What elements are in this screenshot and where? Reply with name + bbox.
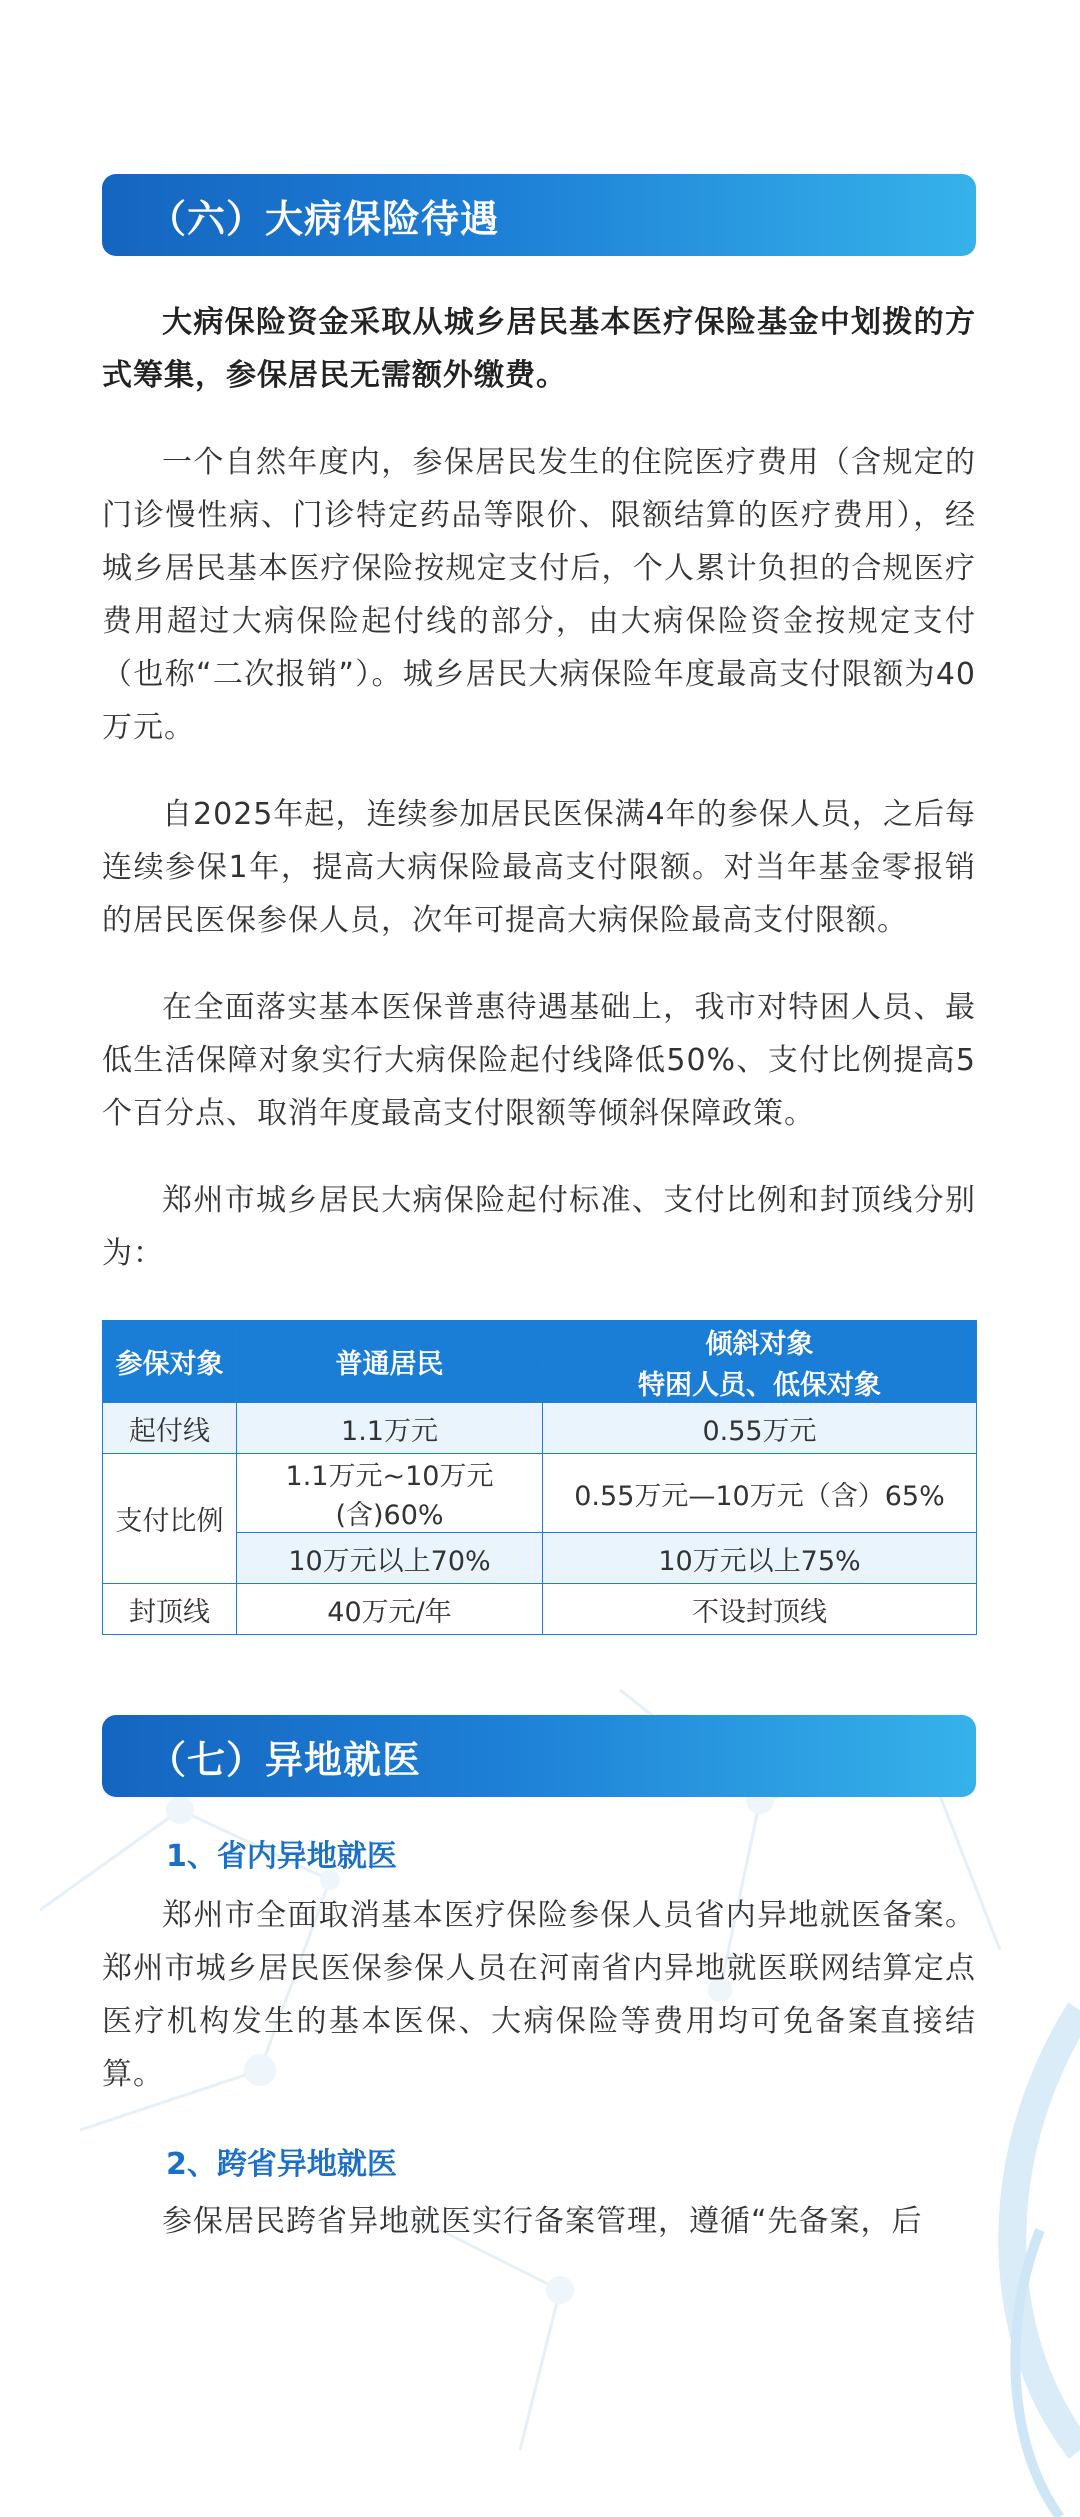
- header-tilt-sub: 特困人员、低保对象: [543, 1362, 977, 1403]
- paragraph-2025-policy: 自2025年起，连续参加居民医保满4年的参保人员，之后每连续参保1年，提高大病保险最高支付限额。对当年基金零报销的居民医保参保人员，次年可提高大病保险最高支付限额。: [102, 797, 976, 938]
- paragraph-funding: 大病保险资金采取从城乡居民基本医疗保险基金中划拨的方式筹集，参保居民无需额外缴费。: [102, 305, 976, 393]
- header-insured: 参保对象: [103, 1321, 237, 1403]
- section-7-title: （七）异地就医: [148, 1737, 422, 1782]
- paragraph-tilt-policy: 在全面落实基本医保普惠待遇基础上，我市对特困人员、最低生活保障对象实行大病保险起付线降低50%、支付比例提高5个百分点、取消年度最高支付限额等倾斜保障政策。: [102, 990, 976, 1131]
- row-ratio-a-ordinary: 1.1万元~10万元(含)60%: [237, 1454, 543, 1533]
- row-deductible-tilt: 0.55万元: [543, 1403, 977, 1454]
- section-6-header: [102, 174, 976, 256]
- row-ratio-b-ordinary: 10万元以上70%: [237, 1533, 543, 1584]
- row-cap-ordinary: 40万元/年: [237, 1584, 543, 1635]
- paragraph-cross-province: 参保居民跨省异地就医实行备案管理，遵循“先备案，后: [162, 2204, 923, 2239]
- header-tilt: 倾斜对象: [543, 1321, 977, 1362]
- row-cap-tilt: 不设封顶线: [543, 1584, 977, 1635]
- row-ratio-b-tilt: 10万元以上75%: [543, 1533, 977, 1584]
- section-6-title: （六）大病保险待遇: [148, 196, 500, 241]
- row-ratio-a-tilt: 0.55万元—10万元（含）65%: [543, 1454, 977, 1533]
- row-cap-label: 封顶线: [103, 1584, 237, 1635]
- paragraph-in-province: 郑州市全面取消基本医疗保险参保人员省内异地就医备案。郑州市城乡居民医保参保人员在河南省内异地就医联网结算定点医疗机构发生的基本医保、大病保险等费用均可免备案直接结算。: [102, 1898, 976, 2092]
- payment-standards-table: [102, 1320, 977, 1635]
- header-ordinary: 普通居民: [237, 1321, 543, 1403]
- row-ratio-label: 支付比例: [103, 1454, 237, 1584]
- subheading-in-province: 1、省内异地就医: [166, 1839, 397, 1874]
- row-deductible-ordinary: 1.1万元: [237, 1403, 543, 1454]
- row-deductible-label: 起付线: [103, 1403, 237, 1454]
- paragraph-coverage: 一个自然年度内，参保居民发生的住院医疗费用（含规定的门诊慢性病、门诊特定药品等限价、限额结算的医疗费用），经城乡居民基本医疗保险按规定支付后，个人累计负担的合规医疗费用超过大病保险起付线的部分，由大病保险资金按规定支付（也称“二次报销”）。城乡居民大病保险年度最高支付限额为40万元。: [102, 445, 976, 745]
- paragraph-table-intro: 郑州市城乡居民大病保险起付标准、支付比例和封顶线分别为：: [102, 1183, 976, 1271]
- section-7-header: [102, 1715, 976, 1797]
- subheading-cross-province: 2、跨省异地就医: [166, 2147, 397, 2182]
